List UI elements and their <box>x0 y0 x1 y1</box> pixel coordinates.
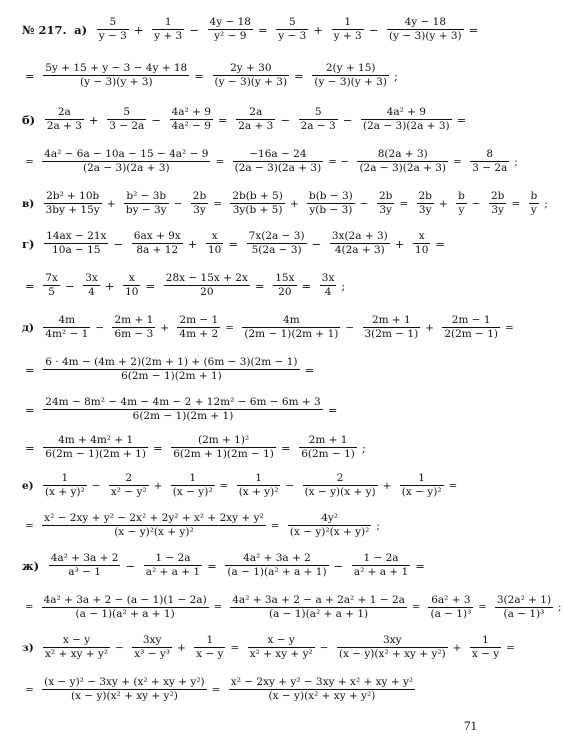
numerator: 3x <box>321 272 335 284</box>
part-d-label: д) <box>22 321 34 334</box>
numerator: x − y <box>248 634 315 648</box>
denominator: 4(2a + 3) <box>334 244 385 256</box>
numerator: 1 <box>43 472 87 486</box>
numerator: 1 <box>400 472 444 486</box>
part-e-label: е) <box>22 479 34 492</box>
numerator: 5 <box>97 16 129 30</box>
numerator: 7x <box>45 272 58 284</box>
fraction <box>43 634 110 661</box>
denominator: y <box>530 204 537 216</box>
fraction <box>470 634 501 661</box>
numerator: b(b − 3) <box>308 190 353 202</box>
part-a-line-1: № 217. а) $\frac{5}{y - 3}$ + $\frac{1}{y + 3}$ − $\frac{4y - 18}{\text{y² − 9}}$ = $\frac{5}{y - 3}$ + $\frac{1}{y + 3}$ − $\frac{4y - 18}{(y - 3)(y + 3)}$ = <box>22 16 479 42</box>
part-v-line-1: в) $\frac{\text{2b² + 10b}}{3by + 15y}$ + $\frac{\text{b² − 3b}}{by - 3y}$ − $\frac{2b}{3y}$ = $\frac{2b(b + 5)}{3y(b + 5)}$ + $\frac{b(b - 3)}{y(b - 3)}$ − $\frac{2b}{3y}$ = $\frac{2b}{3y}$ + $\frac{b}{y}$ − $\frac{2b}{3y}$ = $\frac{b}{y}$ ; <box>22 190 548 216</box>
fraction <box>43 272 60 299</box>
numerator: x − y <box>43 634 110 648</box>
fraction <box>229 676 415 703</box>
fraction <box>299 106 338 133</box>
fraction <box>42 676 206 703</box>
fraction <box>171 434 276 461</box>
denominator: x³ − y³ <box>134 648 170 660</box>
numerator: 2m + 1 <box>363 314 421 328</box>
numerator: 6ax + 9x <box>133 230 181 242</box>
numerator: 4m <box>242 314 340 328</box>
fraction <box>288 512 371 539</box>
fraction <box>97 16 129 43</box>
denominator: (x − y)(x² + xy + y²) <box>338 648 446 660</box>
numerator: 5 <box>299 106 338 120</box>
fraction <box>213 62 290 89</box>
part-g-label: г) <box>22 236 35 251</box>
denominator: 20 <box>200 286 214 298</box>
numerator: (x − y)² − 3xy + (x² + xy + y²) <box>44 676 205 688</box>
denominator: 5(2a − 3) <box>251 244 302 256</box>
denominator: 6m − 3 <box>114 328 154 340</box>
denominator: (a − 1)³ <box>430 608 472 620</box>
denominator: 4m² − 1 <box>45 328 89 340</box>
numerator: 1 <box>171 472 215 486</box>
part-v-label: в) <box>22 197 35 210</box>
fraction <box>236 106 275 133</box>
denominator: 5 <box>48 286 55 298</box>
numerator: 1 <box>237 472 281 486</box>
part-zh-line-2: = $\frac{\text{4a² + 3a + 2 − (a − 1)(1 − 2a)}}{\text{(a − 1)(a² + a + 1)}}$ = $\frac{\text{4a² + 3a + 2 − a + 2a² + 1 − 2a}}{\text{(a − 1)(a² + a + 1)}}$ = $\frac{\text{6a² + 3}}{\text{(a − 1)³}}$ = $\frac{\text{3(2a² + 1)}}{\text{(a − 1)³}}$ ; <box>25 594 562 620</box>
part-e-line-1: е) $\frac{1}{\text{(x + y)²}}$ − $\frac{2}{\text{x² − y²}}$ + $\frac{1}{\text{(x − y)²}}$ = $\frac{1}{\text{(x + y)²}}$ − $\frac{2}{(x - y)(x + y)}$ + $\frac{1}{\text{(x − y)²}}$ = <box>22 472 458 498</box>
fraction <box>400 472 444 499</box>
part-g-line-1: г) $\frac{14ax - 21x}{10a - 15}$ − $\frac{6ax + 9x}{8a + 12}$ + $\frac{x}{10}$ = $\frac{7x(2a - 3)}{5(2a - 3)}$ − $\frac{3x(2a + 3)}{4(2a + 3)}$ + $\frac{x}{10}$ = <box>22 230 446 256</box>
fraction <box>164 272 250 299</box>
fraction <box>44 190 102 217</box>
denominator: 3y <box>418 204 432 216</box>
denominator: 3y <box>491 204 504 216</box>
numerator: 1 − 2a <box>144 552 202 566</box>
fraction <box>312 62 389 89</box>
numerator: 4y − 18 <box>387 16 464 30</box>
denominator: (x − y)² <box>401 486 442 498</box>
numerator: 2b <box>192 190 207 202</box>
denominator: (x − y)² <box>172 486 213 498</box>
part-d-line-3: = $\frac{\text{24m − 8m² − 4m − 4m − 2 + 12m² − 6m − 6m + 3}}{6(2m - 1)(2m + 1)}$ = <box>25 396 338 422</box>
denominator: (x − y)²(x + y)² <box>289 526 370 538</box>
denominator: 6(2m − 1) <box>301 448 355 460</box>
numerator: 2m + 1 <box>114 314 154 326</box>
denominator: (x − y)(x + y) <box>304 486 376 498</box>
denominator: 3by + 15y <box>45 204 100 216</box>
fraction <box>361 106 452 133</box>
fraction <box>109 472 149 499</box>
denominator: (a − 1)(a² + a + 1) <box>227 566 327 578</box>
numerator: 6a² + 3 <box>428 594 473 608</box>
fraction <box>456 190 467 217</box>
numerator: x² − 2xy + y² − 2x² + 2y² + x² + 2xy + y² <box>44 512 264 524</box>
fraction <box>442 314 500 341</box>
numerator: 4a² + 3a + 2 − a + 2a² + 1 − 2a <box>232 594 405 606</box>
denominator: 3 − 2a <box>109 120 145 132</box>
part-z-label: з) <box>22 641 34 654</box>
denominator: 6(2m + 1)(2m − 1) <box>173 448 274 460</box>
fraction <box>42 148 210 175</box>
denominator: 10a − 15 <box>52 244 101 256</box>
denominator: (y − 3)(y + 3) <box>389 30 462 42</box>
denominator: a³ − 1 <box>68 566 101 578</box>
fraction <box>230 594 407 621</box>
denominator: a² + a + 1 <box>353 566 409 578</box>
fraction <box>208 16 253 43</box>
numerator: 1 <box>194 634 225 648</box>
numerator: 2b(b + 5) <box>232 190 283 202</box>
numerator: 2b² + 10b <box>44 190 102 204</box>
denominator: y − 3 <box>278 30 307 42</box>
numerator: 3xy <box>132 634 172 648</box>
denominator: x − y <box>471 648 500 660</box>
denominator: a² + a + 1 <box>145 566 201 578</box>
denominator: (x + y)² <box>45 486 85 498</box>
numerator: 5 <box>276 16 308 30</box>
numerator: 2(y + 15) <box>312 62 389 76</box>
denominator: by − 3y <box>125 204 167 216</box>
fraction <box>237 472 281 499</box>
fraction <box>194 634 225 661</box>
numerator: 2a <box>45 106 84 120</box>
fraction <box>83 272 100 299</box>
denominator: y − 3 <box>98 30 127 42</box>
problem-label: № 217. <box>22 22 67 37</box>
denominator: (a − 1)(a² + a + 1) <box>75 608 175 620</box>
fraction <box>43 62 189 89</box>
denominator: y <box>458 204 465 216</box>
fraction <box>320 272 337 299</box>
fraction <box>43 314 90 341</box>
numerator: 2b <box>418 190 432 202</box>
denominator: (x − y)(x² + xy + y²) <box>71 690 178 702</box>
fraction <box>489 190 506 217</box>
denominator: 4 <box>88 286 95 298</box>
numerator: 4a² + 3a + 2 − (a − 1)(1 − 2a) <box>43 594 207 606</box>
fraction <box>124 190 169 217</box>
numerator: 1 <box>152 16 184 30</box>
numerator: 3xy <box>337 634 448 648</box>
denominator: x − y <box>196 648 224 660</box>
part-d-line-4: = $\frac{\text{4m + 4m² + 1}}{6(2m - 1)(2m + 1)}$ = $\frac{\text{(2m + 1)²}}{6(2m + 1)(2m - 1)}$ = $\frac{2m + 1}{6(2m - 1)}$ ; <box>25 434 366 460</box>
denominator: 10 <box>208 244 222 256</box>
fraction <box>417 190 434 217</box>
denominator: x² + xy + y² <box>249 648 313 660</box>
fraction <box>377 190 394 217</box>
numerator: 3x <box>85 272 98 284</box>
numerator: 1 − 2a <box>352 552 410 566</box>
numerator: 2y + 30 <box>213 62 290 76</box>
numerator: 24m − 8m² − 4m − 4m − 2 + 12m² − 6m − 6m + 3 <box>45 396 321 408</box>
denominator: 6(2m − 1)(2m + 1) <box>45 448 146 460</box>
denominator: 2(2m − 1) <box>444 328 498 340</box>
part-z-line-1: з) $\frac{x - y}{\text{x² + xy + y²}}$ − $\frac{3xy}{\text{x³ − y³}}$ + $\frac{1}{x - y}$ = $\frac{x - y}{\text{x² + xy + y²}}$ − $\frac{3xy}{\text{(x − y)(x² + xy + y²)}}$ + $\frac{1}{x - y}$ = <box>22 634 515 660</box>
denominator: 20 <box>278 286 292 298</box>
denominator: 3y <box>193 204 206 216</box>
numerator: 2a <box>236 106 275 120</box>
numerator: 5y + 15 + y − 3 − 4y + 18 <box>45 62 188 74</box>
fraction <box>170 106 213 133</box>
numerator: 2 <box>303 472 378 486</box>
numerator: x² − 2xy + y² − 3xy + x² + xy + y² <box>230 676 414 688</box>
denominator: 8a + 12 <box>136 244 179 256</box>
fraction <box>303 472 378 499</box>
fraction <box>247 230 307 257</box>
numerator: 6 · 4m − (4m + 2)(2m + 1) + (6m − 3)(2m − 1) <box>45 356 298 368</box>
numerator: 4m + 4m² + 1 <box>43 434 148 448</box>
fraction <box>363 314 421 341</box>
fraction <box>242 314 340 341</box>
denominator: (2m − 1)(2m + 1) <box>244 328 339 340</box>
fraction <box>49 552 121 579</box>
denominator: (a − 1)(a² + a + 1) <box>268 608 369 620</box>
fraction <box>43 472 87 499</box>
numerator: (2m + 1)² <box>171 434 276 448</box>
fraction <box>43 396 322 423</box>
numerator: 2b <box>378 190 393 202</box>
fraction <box>206 230 223 257</box>
numerator: x <box>413 230 430 244</box>
fraction <box>171 472 215 499</box>
fraction <box>276 16 308 43</box>
fraction <box>230 190 284 217</box>
numerator: 1 <box>332 16 364 30</box>
numerator: 8(2a + 3) <box>357 148 448 162</box>
denominator: (2a − 3)(2a + 3) <box>234 162 322 174</box>
fraction <box>330 230 390 257</box>
numerator: b² − 3b <box>124 190 169 204</box>
denominator: (x − y)(x² + xy + y²) <box>268 690 376 702</box>
numerator: 5 <box>107 106 146 120</box>
numerator: 2m + 1 <box>299 434 357 448</box>
numerator: 15x <box>275 272 295 284</box>
fraction <box>44 230 108 257</box>
denominator: 4a² − 9 <box>171 120 211 132</box>
denominator: 3y <box>379 204 392 216</box>
numerator: x <box>206 230 223 244</box>
denominator: 2a − 3 <box>300 120 336 132</box>
part-g-line-2: = $\frac{7x}{5}$ − $\frac{3x}{4}$ + $\frac{x}{10}$ = $\frac{28x - 15x + 2x}{20}$ = $\frac{15x}{20}$ = $\frac{3x}{4}$ ; <box>25 272 346 298</box>
numerator: 1 <box>470 634 501 648</box>
denominator: (a − 1)³ <box>503 608 545 620</box>
fraction <box>225 552 328 579</box>
numerator: x <box>123 272 140 286</box>
numerator: b <box>530 190 538 202</box>
fraction <box>112 314 155 341</box>
denominator: x² + xy + y² <box>45 648 109 660</box>
fraction <box>233 148 324 175</box>
denominator: y(b − 3) <box>309 204 353 216</box>
denominator: y² − 9 <box>214 30 247 42</box>
fraction <box>42 594 209 621</box>
numerator: 2b <box>490 190 505 202</box>
fraction <box>307 190 355 217</box>
denominator: 3(2m − 1) <box>364 328 419 340</box>
part-b-line-2: = $\frac{\text{4a² − 6a − 10a − 15 − 4a² − 9}}{(2a - 3)(2a + 3)}$ = $\frac{-16a - 24}{(2a - 3)(2a + 3)}$ = − $\frac{8(2a + 3)}{(2a - 3)(2a + 3)}$ = $\frac{8}{3 - 2a}$ ; <box>25 148 518 174</box>
denominator: (y − 3)(y + 3) <box>214 76 288 88</box>
fraction <box>123 272 140 299</box>
fraction <box>248 634 315 661</box>
part-a-line-2: = $\frac{5y + 15 + y - 3 - 4y + 18}{(y - 3)(y + 3)}$ = $\frac{2y + 30}{(y - 3)(y + 3)}$ = $\frac{2(y + 15)}{(y - 3)(y + 3)}$ ; <box>25 62 398 88</box>
fraction <box>387 16 464 43</box>
part-b-label: б) <box>22 112 36 127</box>
numerator: 2 <box>109 472 149 486</box>
fraction <box>107 106 146 133</box>
denominator: (y − 3)(y + 3) <box>79 76 153 88</box>
denominator: (y − 3)(y + 3) <box>314 76 387 88</box>
part-b-line-1: б) $\frac{2a}{2a + 3}$ + $\frac{5}{3 - 2a}$ − $\frac{\text{4a² + 9}}{\text{4a² − 9}}$ = $\frac{2a}{2a + 3}$ − $\frac{5}{2a - 3}$ − $\frac{\text{4a² + 9}}{(2a - 3)(2a + 3)}$ = <box>22 106 467 132</box>
numerator: 3(2a² + 1) <box>496 594 552 606</box>
numerator: 2m − 1 <box>179 314 219 326</box>
numerator: 4a² + 3a + 2 <box>225 552 328 566</box>
fraction <box>42 512 266 539</box>
fraction <box>337 634 448 661</box>
part-zh-line-1: ж) $\frac{\text{4a² + 3a + 2}}{\text{a³ − 1}}$ − $\frac{1 - 2a}{\text{a² + a + 1}}$ = $\frac{\text{4a² + 3a + 2}}{\text{(a − 1)(a² + a + 1)}}$ − $\frac{1 - 2a}{\text{a² + a + 1}}$ = <box>22 552 425 578</box>
denominator: 4 <box>324 286 332 298</box>
numerator: 28x − 15x + 2x <box>165 272 248 284</box>
numerator: 3x(2a + 3) <box>331 230 388 242</box>
denominator: 6(2m − 1)(2m + 1) <box>121 370 222 382</box>
numerator: 4a² + 9 <box>361 106 452 120</box>
fraction <box>45 106 84 133</box>
fraction <box>428 594 473 621</box>
page-number: 71 <box>464 718 477 733</box>
fraction <box>352 552 410 579</box>
denominator: 4m + 2 <box>179 328 219 340</box>
numerator: 8 <box>470 148 509 162</box>
part-e-line-2: = $\frac{\text{x² − 2xy + y² − 2x² + 2y² + x² + 2xy + y²}}{\text{(x − y)²(x + y)²}}$ = $\frac{\text{4y²}}{\text{(x − y)²(x + y)²}}$ ; <box>25 512 380 538</box>
fraction <box>132 230 183 257</box>
part-d-line-1: д) $\frac{4m}{\text{4m² − 1}}$ − $\frac{2m + 1}{6m - 3}$ + $\frac{2m - 1}{4m + 2}$ = $\frac{4m}{(2m - 1)(2m + 1)}$ − $\frac{2m + 1}{3(2m - 1)}$ + $\frac{2m - 1}{2(2m - 1)}$ = <box>22 314 514 340</box>
part-z-line-2: = $\frac{\text{(x − y)² − 3xy + (x² + xy + y²)}}{\text{(x − y)(x² + xy + y²)}}$ = $\frac{\text{x² − 2xy + y² − 3xy + x² + xy + y²}}{\text{(x − y)(x² + xy + y²)}}$ <box>25 676 414 702</box>
numerator: −16a − 24 <box>233 148 324 162</box>
part-zh-label: ж) <box>22 558 40 573</box>
fraction <box>413 230 430 257</box>
numerator: 4m <box>43 314 90 328</box>
part-d-line-2: = $\frac{6 \cdot 4m - (4m + 2)(2m + 1) + (6m - 3)(2m - 1)}{6(2m - 1)(2m + 1)}$ = <box>25 356 315 382</box>
denominator: 3y(b + 5) <box>232 204 283 216</box>
denominator: 6(2m − 1)(2m + 1) <box>132 410 234 422</box>
denominator: 2a + 3 <box>238 120 274 132</box>
fraction <box>191 190 208 217</box>
fraction <box>144 552 202 579</box>
numerator: 4y − 18 <box>209 16 251 28</box>
part-a-label: а) <box>74 22 88 37</box>
fraction <box>273 272 296 299</box>
denominator: (x + y)² <box>238 486 279 498</box>
denominator: (2a − 3)(2a + 3) <box>83 162 170 174</box>
denominator: (x − y)²(x + y)² <box>114 526 194 538</box>
fraction <box>332 16 364 43</box>
denominator: y + 3 <box>154 30 183 42</box>
fraction <box>132 634 172 661</box>
fraction <box>495 594 553 621</box>
fraction <box>152 16 184 43</box>
numerator: b <box>458 190 465 202</box>
denominator: 10 <box>415 244 429 256</box>
denominator: x² − y² <box>110 486 147 498</box>
denominator: (2a − 3)(2a + 3) <box>363 120 450 132</box>
fraction <box>43 434 148 461</box>
numerator: 4y² <box>288 512 371 526</box>
fraction <box>529 190 540 217</box>
fraction <box>177 314 220 341</box>
fraction <box>43 356 299 383</box>
numerator: 2m − 1 <box>442 314 500 328</box>
denominator: (2a − 3)(2a + 3) <box>359 162 447 174</box>
fraction <box>357 148 448 175</box>
denominator: 2a + 3 <box>46 120 82 132</box>
fraction <box>299 434 357 461</box>
denominator: y + 3 <box>333 30 362 42</box>
denominator: 3 − 2a <box>472 162 508 174</box>
numerator: 4a² + 9 <box>171 106 211 118</box>
denominator: 10 <box>125 286 139 298</box>
numerator: 7x(2a − 3) <box>248 230 305 242</box>
numerator: 4a² − 6a − 10a − 15 − 4a² − 9 <box>44 148 209 160</box>
fraction <box>470 148 509 175</box>
numerator: 4a² + 3a + 2 <box>50 552 119 564</box>
numerator: 14ax − 21x <box>46 230 107 242</box>
